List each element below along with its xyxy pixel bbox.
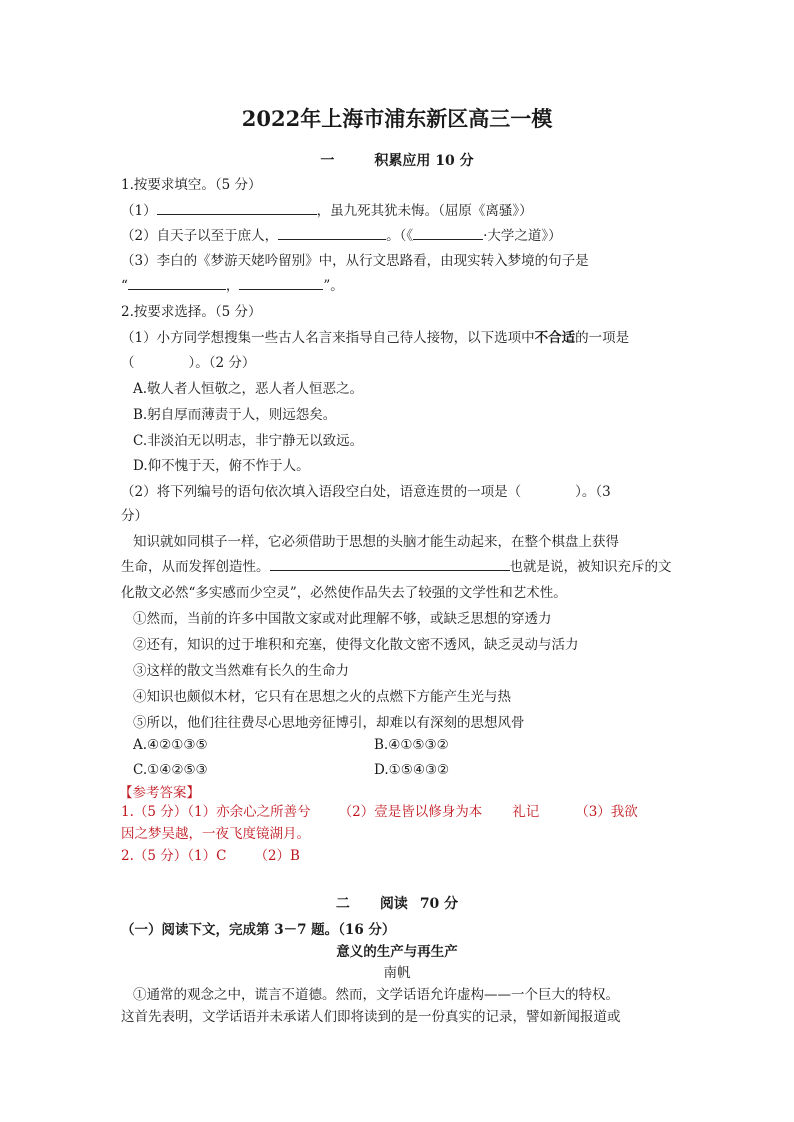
q2-sentence-3: ③这样的散文当然难有长久的生命力 xyxy=(133,663,349,679)
q2-sentence-5: ⑤所以，他们往往费尽心思地旁征博引，却难以有深刻的思想风骨 xyxy=(133,715,525,731)
answer-2-part-a: 2.（5 分）（1）C xyxy=(121,848,227,864)
section-2-heading xyxy=(0,893,794,913)
answer-1-part-b: （2）壹是皆以修身为本 xyxy=(338,804,483,820)
q2-option-c: C.非淡泊无以明志，非宁静无以致远。 xyxy=(133,433,364,449)
q1-sub3-comma: ， xyxy=(225,278,240,294)
reading-intro: （一）阅读下文，完成第 3－7 题。（16 分） xyxy=(121,922,396,938)
q1-sub3-open-quote: “ xyxy=(121,278,128,294)
q1-sub3-close-quote: ”。 xyxy=(323,278,344,294)
q2-passage-line2 xyxy=(121,555,672,575)
q1-sub3-line2 xyxy=(121,274,344,294)
section-2-title: 阅读 xyxy=(379,896,408,912)
article-paragraph-line1: ①通常的观念之中，谎言不道德。然而，文学话语允许虚构——一个巨大的特权。 xyxy=(133,987,619,1003)
answer-2-part-b: （2）B xyxy=(254,848,300,864)
section-1-number: 一 xyxy=(320,153,335,169)
q1-sub2-mid: 。（《 xyxy=(386,228,414,244)
q2-passage-line3: 化散文必然“多实感而少空灵”，必然使作品失去了较强的文学性和艺术性。 xyxy=(121,585,567,601)
answer-1-part-c: 礼记 xyxy=(512,804,540,820)
q1-sub2-blank-a[interactable] xyxy=(278,227,386,240)
q2-sub2-line2: 分） xyxy=(121,508,148,524)
section-1-title: 积累应用 10 分 xyxy=(374,153,474,169)
article-paragraph-line2: 这首先表明，文学话语并未承诺人们即将读到的是一份真实的记录，譬如新闻报道或 xyxy=(121,1009,621,1025)
q1-sub1-label: （1） xyxy=(121,203,157,219)
q2-option-b: B.躬自厚而薄责于人，则远怨矣。 xyxy=(133,407,337,423)
answer-header: 【参考答案】 xyxy=(119,785,200,801)
q2-choice-d: D.①⑤④③② xyxy=(374,762,450,778)
article-title: 意义的生产与再生产 xyxy=(336,944,458,960)
q2-option-d: D.仰不愧于天，俯不怍于人。 xyxy=(133,458,310,474)
q1-sub2-blank-b[interactable] xyxy=(413,227,483,240)
article-author: 南帆 xyxy=(383,965,411,981)
q2-choice-c: C.①④②⑤③ xyxy=(133,762,208,778)
q1-sub1-text: ，虽九死其犹未悔。（屈原《离骚》） xyxy=(316,203,533,219)
answer-1-part-d: （3）我欲 xyxy=(575,804,638,820)
section-2-score: 70 分 xyxy=(419,896,459,912)
q2-passage-text: 生命，从而发挥创造性。 xyxy=(121,559,270,575)
q2-sub1-text: （1）小方同学想搜集一些古人名言来指导自己待人接物，以下选项中 xyxy=(121,330,535,346)
q2-passage-blank[interactable] xyxy=(270,558,510,571)
q2-passage-line1: 知识就如同棋子一样，它必须借助于思想的头脑才能生动起来，在整个棋盘上获得 xyxy=(133,534,619,550)
q2-choice-a: A.④②①③⑤ xyxy=(133,737,208,753)
q1-sub3-blank-a[interactable] xyxy=(128,277,226,290)
q1-sub1-blank[interactable] xyxy=(157,202,317,215)
q1-sub3-blank-b[interactable] xyxy=(239,277,323,290)
section-1-heading xyxy=(0,150,794,170)
q2-sub2-line1 xyxy=(121,480,611,500)
q1-stem: 1.按要求填空。（5 分） xyxy=(121,177,262,193)
q2-stem: 2.按要求选择。（5 分） xyxy=(121,304,262,320)
answer-line-1 xyxy=(121,800,638,820)
q2-sub2-score: ）。（3 xyxy=(575,484,611,500)
answer-1-part-a: 1.（5 分）（1）亦余心之所善兮 xyxy=(121,804,311,820)
q2-sub1-paren-open: （ xyxy=(121,355,135,371)
page-title: 2022年上海市浦东新区高三一模 xyxy=(241,106,553,131)
q1-sub2 xyxy=(121,224,562,244)
q2-sentence-2: ②还有，知识的过于堆积和充塞，使得文化散文密不透风，缺乏灵动与活力 xyxy=(133,637,579,653)
q1-sub2-text: （2）自天子以至于庶人， xyxy=(121,228,279,244)
q2-sub1-text-end: 的一项是 xyxy=(575,330,630,346)
q2-choice-b: B.④①⑤③② xyxy=(374,737,449,753)
q1-sub1 xyxy=(121,199,533,219)
q1-sub3-line1: （3）李白的《梦游天姥吟留别》中，从行文思路看，由现实转入梦境的句子是 xyxy=(121,253,589,269)
q2-passage-text-end: 也就是说，被知识充斥的文 xyxy=(509,559,672,575)
q2-sentence-4: ④知识也颇似木材，它只有在思想之火的点燃下方能产生光与热 xyxy=(133,689,511,705)
section-2-number: 二 xyxy=(335,896,350,912)
q2-sub1-paren-close: ）。（2 分） xyxy=(188,355,256,371)
q2-sub1-line1 xyxy=(121,326,629,346)
q2-sentence-1: ①然而，当前的许多中国散文家或对此理解不够，或缺乏思想的穿透力 xyxy=(133,611,552,627)
answer-line-3 xyxy=(121,844,300,864)
q1-sub2-source: ·大学之道》） xyxy=(483,228,562,244)
q2-sub2-text: （2）将下列编号的语句依次填入语段空白处，语意连贯的一项是（ xyxy=(121,484,522,500)
q2-sub1-emphasis: 不合适 xyxy=(534,330,576,346)
q2-sub1-line2 xyxy=(121,351,255,371)
q2-option-a: A.敬人者人恒敬之，恶人者人恒恶之。 xyxy=(133,381,364,397)
answer-line-2: 因之梦吴越，一夜飞度镜湖月。 xyxy=(121,826,310,842)
